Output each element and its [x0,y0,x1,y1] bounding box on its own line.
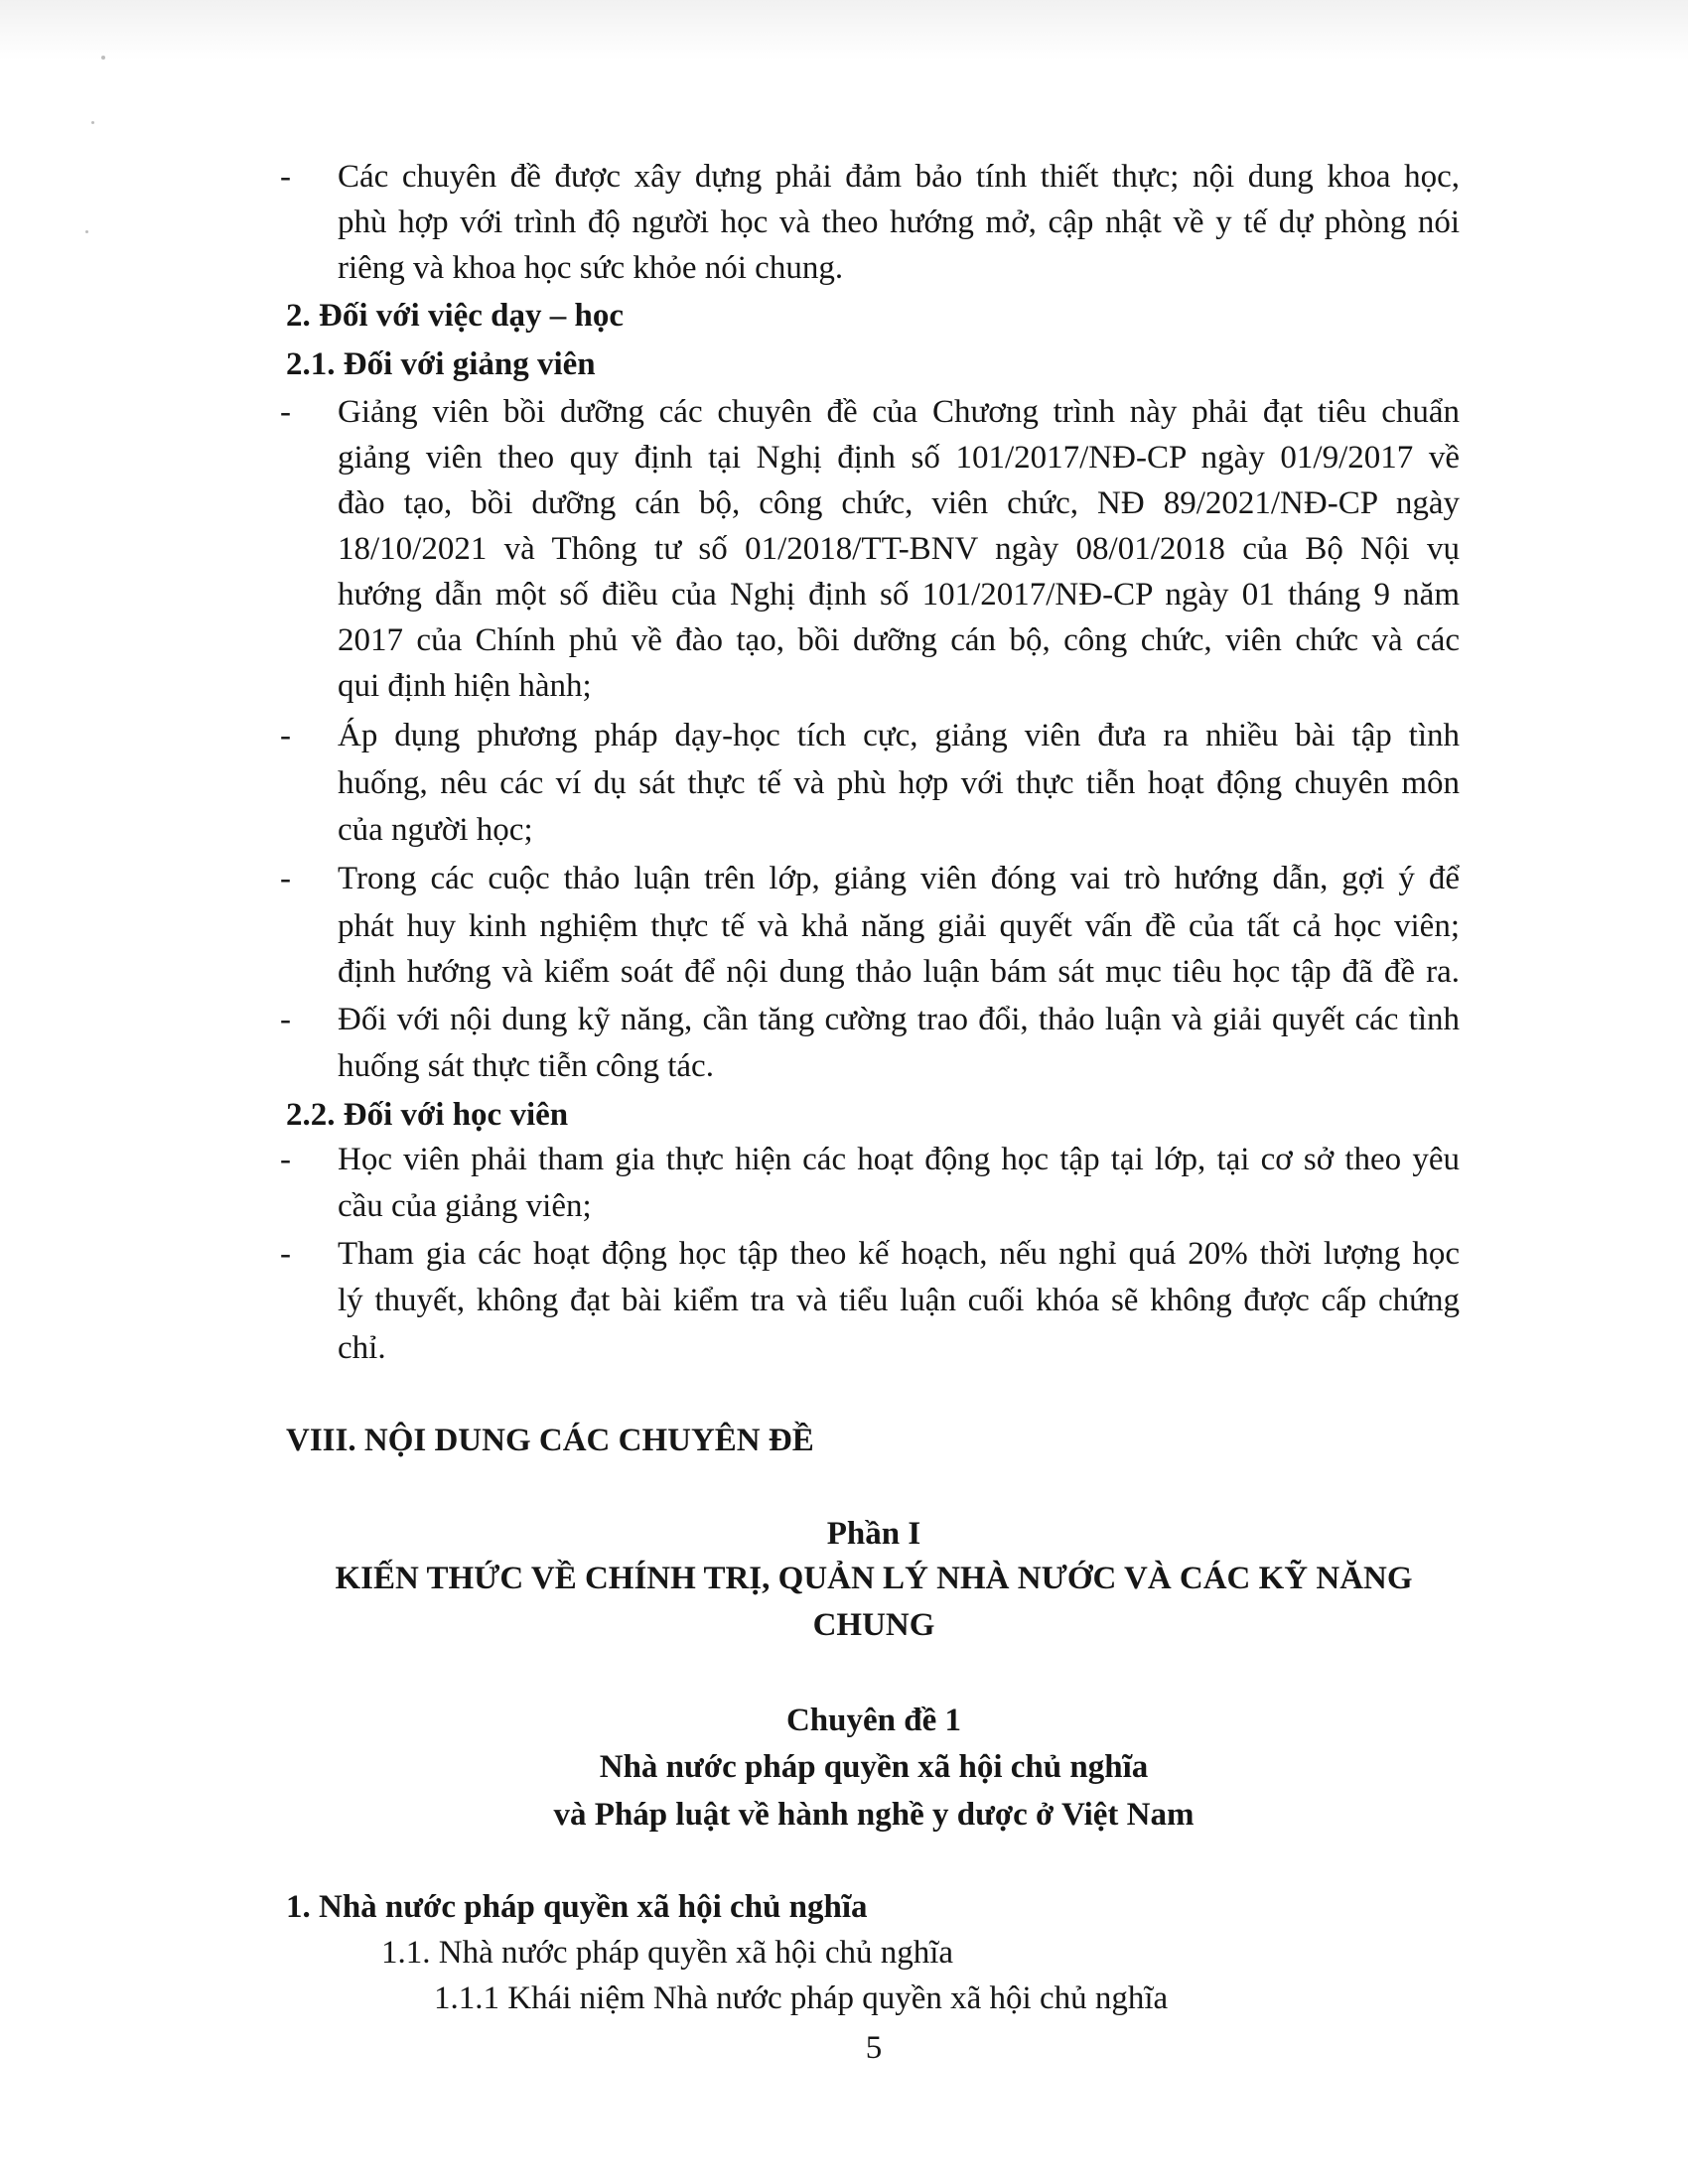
scan-shadow [0,0,1688,60]
bullet-marker: - [280,1142,291,1177]
bullet-marker: - [280,861,291,896]
text-line: hướng dẫn một số điều của Nghị định số 101/2017/NĐ-CP ngày 01 tháng 9 năm [338,577,1460,613]
text-line: 2017 của Chính phủ về đào tạo, bồi dưỡng cán bộ, công chức, viên chức và các [338,622,1460,658]
text-line: Các chuyên đề được xây dựng phải đảm bảo tính thiết thực; nội dung khoa học, [338,159,1460,195]
text-line: phát huy kinh nghiệm thực tế và khả năng giải quyết vấn đề của tất cả học viên; [338,908,1460,944]
outline-item: 1.1.1 Khái niệm Nhà nước pháp quyền xã hội chủ nghĩa [434,1980,1169,2016]
part-title: CHUNG [812,1607,935,1643]
topic-label: Chuyên đề 1 [785,1703,962,1738]
text-line: phù hợp với trình độ người học và theo hướng mở, cập nhật về y tế dự phòng nói [338,205,1460,240]
text-line: định hướng và kiểm soát để nội dung thảo luận bám sát mục tiêu học tập đã đề ra. [338,954,1460,990]
outline-heading: 1. Nhà nước pháp quyền xã hội chủ nghĩa [286,1889,868,1925]
part-label: Phần I [826,1516,921,1552]
text-line: Học viên phải tham gia thực hiện các hoạt động học tập tại lớp, tại cơ sở theo yêu [338,1142,1460,1177]
text-line: chỉ. [338,1330,386,1366]
outline-item: 1.1. Nhà nước pháp quyền xã hội chủ nghĩa [381,1935,954,1971]
text-line: 18/10/2021 và Thông tư số 01/2018/TT-BNV ngày 08/01/2018 của Bộ Nội vụ [338,531,1460,567]
text-line: Tham gia các hoạt động học tập theo kế hoạch, nếu nghỉ quá 20% thời lượng học [338,1236,1460,1272]
text-line: của người học; [338,812,533,848]
section-heading: VIII. NỘI DUNG CÁC CHUYÊN ĐỀ [286,1423,814,1458]
text-line: giảng viên theo quy định tại Nghị định số 101/2017/NĐ-CP ngày 01/9/2017 về [338,440,1460,476]
bullet-marker: - [280,1236,291,1272]
scan-speck [91,121,94,124]
subsection-heading: 2.2. Đối với học viên [286,1097,569,1133]
text-line: lý thuyết, không đạt bài kiểm tra và tiểu luận cuối khóa sẽ không được cấp chứng [338,1283,1460,1318]
part-title: KIẾN THỨC VỀ CHÍNH TRỊ, QUẢN LÝ NHÀ NƯỚC VÀ CÁC KỸ NĂNG [335,1561,1413,1596]
text-line: qui định hiện hành; [338,668,592,704]
scan-speck [101,56,105,60]
text-line: Giảng viên bồi dưỡng các chuyên đề của Chương trình này phải đạt tiêu chuẩn [338,394,1460,430]
bullet-marker: - [280,394,291,430]
subsection-heading: 2.1. Đối với giảng viên [286,346,596,382]
bullet-marker: - [280,1002,291,1037]
section-heading: 2. Đối với việc dạy – học [286,298,625,334]
text-line: huống, nêu các ví dụ sát thực tế và phù hợp với thực tiễn hoạt động chuyên môn [338,765,1460,801]
scan-speck [85,230,88,233]
text-line: riêng và khoa học sức khỏe nói chung. [338,250,844,286]
text-line: Trong các cuộc thảo luận trên lớp, giảng viên đóng vai trò hướng dẫn, gợi ý để [338,861,1460,896]
text-line: Áp dụng phương pháp dạy-học tích cực, giảng viên đưa ra nhiều bài tập tình [338,718,1460,753]
text-line: huống sát thực tiễn công tác. [338,1048,714,1084]
text-line: cầu của giảng viên; [338,1188,592,1224]
topic-title: và Pháp luật về hành nghề y dược ở Việt Nam [553,1797,1195,1833]
topic-title: Nhà nước pháp quyền xã hội chủ nghĩa [599,1749,1149,1785]
page-number: 5 [865,2030,883,2066]
bullet-marker: - [280,159,291,195]
bullet-marker: - [280,718,291,753]
text-line: đào tạo, bồi dưỡng cán bộ, công chức, viên chức, NĐ 89/2021/NĐ-CP ngày [338,485,1460,521]
text-line: Đối với nội dung kỹ năng, cần tăng cường trao đổi, thảo luận và giải quyết các tình [338,1002,1460,1037]
